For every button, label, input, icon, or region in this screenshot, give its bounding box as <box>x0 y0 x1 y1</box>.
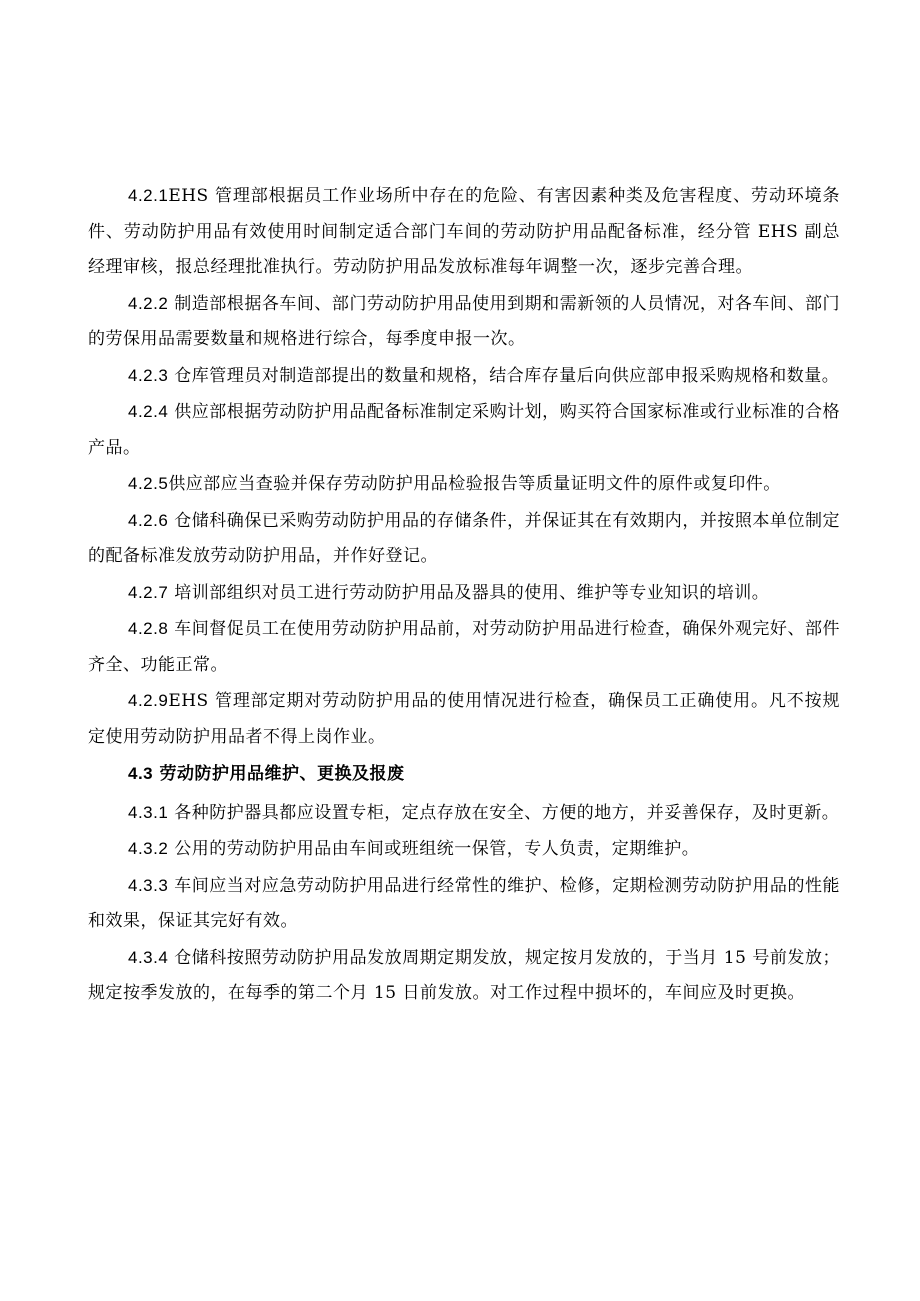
paragraph-4-2-9 <box>88 683 840 755</box>
clause-text: 供应部应当查验并保存劳动防护用品检验报告等质量证明文件的原件或复印件。 <box>168 474 781 494</box>
clause-text: 车间督促员工在使用劳动防护用品前，对劳动防护用品进行检查，确保外观完好、部件齐全、功能正常。 <box>88 619 840 675</box>
section-number: 4.3 <box>128 764 154 783</box>
paragraph-4-3-4 <box>88 940 840 1012</box>
clause-text: 公用的劳动防护用品由车间或班组统一保管，专人负责，定期维护。 <box>168 839 700 859</box>
clause-number: 4.2.4 <box>128 402 169 421</box>
clause-text: 仓储科按照劳动防护用品发放周期定期发放，规定按月发放的，于当月 15 号前发放；规定按季发放的，在每季的第二个月 15 日前发放。对工作过程中损坏的，车间应及时更换。 <box>88 947 840 1003</box>
clause-text: EHS 管理部根据员工作业场所中存在的危险、有害因素种类及危害程度、劳动环境条件、劳动防护用品有效使用时间制定适合部门车间的劳动防护用品配备标准，经分管 EHS 副总经理审核，报总经理批准执行。劳动防护用品发放标准每年调整一次，逐步完善合理。 <box>88 186 840 277</box>
clause-number: 4.2.2 <box>128 293 169 313</box>
clause-number: 4.3.3 <box>128 875 169 895</box>
paragraph-4-2-5 <box>88 466 840 503</box>
clause-text: 仓储科确保已采购劳动防护用品的存储条件，并保证其在有效期内，并按照本单位制定的配备标准发放劳动防护用品，并作好登记。 <box>88 510 840 566</box>
clause-number: 4.2.3 <box>128 365 169 385</box>
paragraph-4-3-2 <box>88 831 840 868</box>
paragraph-4-2-8 <box>88 611 840 683</box>
paragraph-4-3-3 <box>88 868 840 940</box>
paragraph-4-2-6 <box>88 503 840 575</box>
clause-number: 4.3.1 <box>128 802 169 822</box>
clause-number: 4.2.9 <box>128 691 169 710</box>
paragraph-4-2-3 <box>88 358 840 395</box>
section-heading-4-3 <box>88 755 840 795</box>
clause-text: 培训部组织对员工进行劳动防护用品及器具的使用、维护等专业知识的培训。 <box>168 582 770 603</box>
paragraph-4-2-7 <box>88 575 840 612</box>
clause-number: 4.2.1 <box>128 186 169 205</box>
clause-number: 4.2.8 <box>128 619 169 638</box>
paragraph-4-2-2 <box>88 286 840 358</box>
clause-number: 4.2.6 <box>128 510 169 530</box>
clause-text: 仓库管理员对制造部提出的数量和规格，结合库存量后向供应部申报采购规格和数量。 <box>168 365 840 386</box>
clause-text: 制造部根据各车间、部门劳动防护用品使用到期和需新领的人员情况，对各车间、部门的劳保用品需要数量和规格进行综合，每季度申报一次。 <box>88 293 840 349</box>
clause-text: 车间应当对应急劳动防护用品进行经常性的维护、检修，定期检测劳动防护用品的性能和效果，保证其完好有效。 <box>88 875 840 931</box>
clause-number: 4.3.2 <box>128 839 169 858</box>
clause-text: EHS 管理部定期对劳动防护用品的使用情况进行检查，确保员工正确使用。凡不按规定使用劳动防护用品者不得上岗作业。 <box>88 691 840 747</box>
paragraph-4-2-1 <box>88 178 840 286</box>
section-title: 劳动防护用品维护、更换及报废 <box>153 764 405 784</box>
clause-text: 各种防护器具都应设置专柜，定点存放在安全、方便的地方，并妥善保存，及时更新。 <box>168 802 840 823</box>
clause-text: 供应部根据劳动防护用品配备标准制定采购计划，购买符合国家标准或行业标准的合格产品。 <box>88 402 840 458</box>
paragraph-4-3-1 <box>88 795 840 832</box>
clause-number: 4.2.7 <box>128 582 169 602</box>
clause-number: 4.3.4 <box>128 947 169 967</box>
paragraph-4-2-4 <box>88 394 840 466</box>
clause-number: 4.2.5 <box>128 474 169 493</box>
document-body <box>88 178 840 1012</box>
